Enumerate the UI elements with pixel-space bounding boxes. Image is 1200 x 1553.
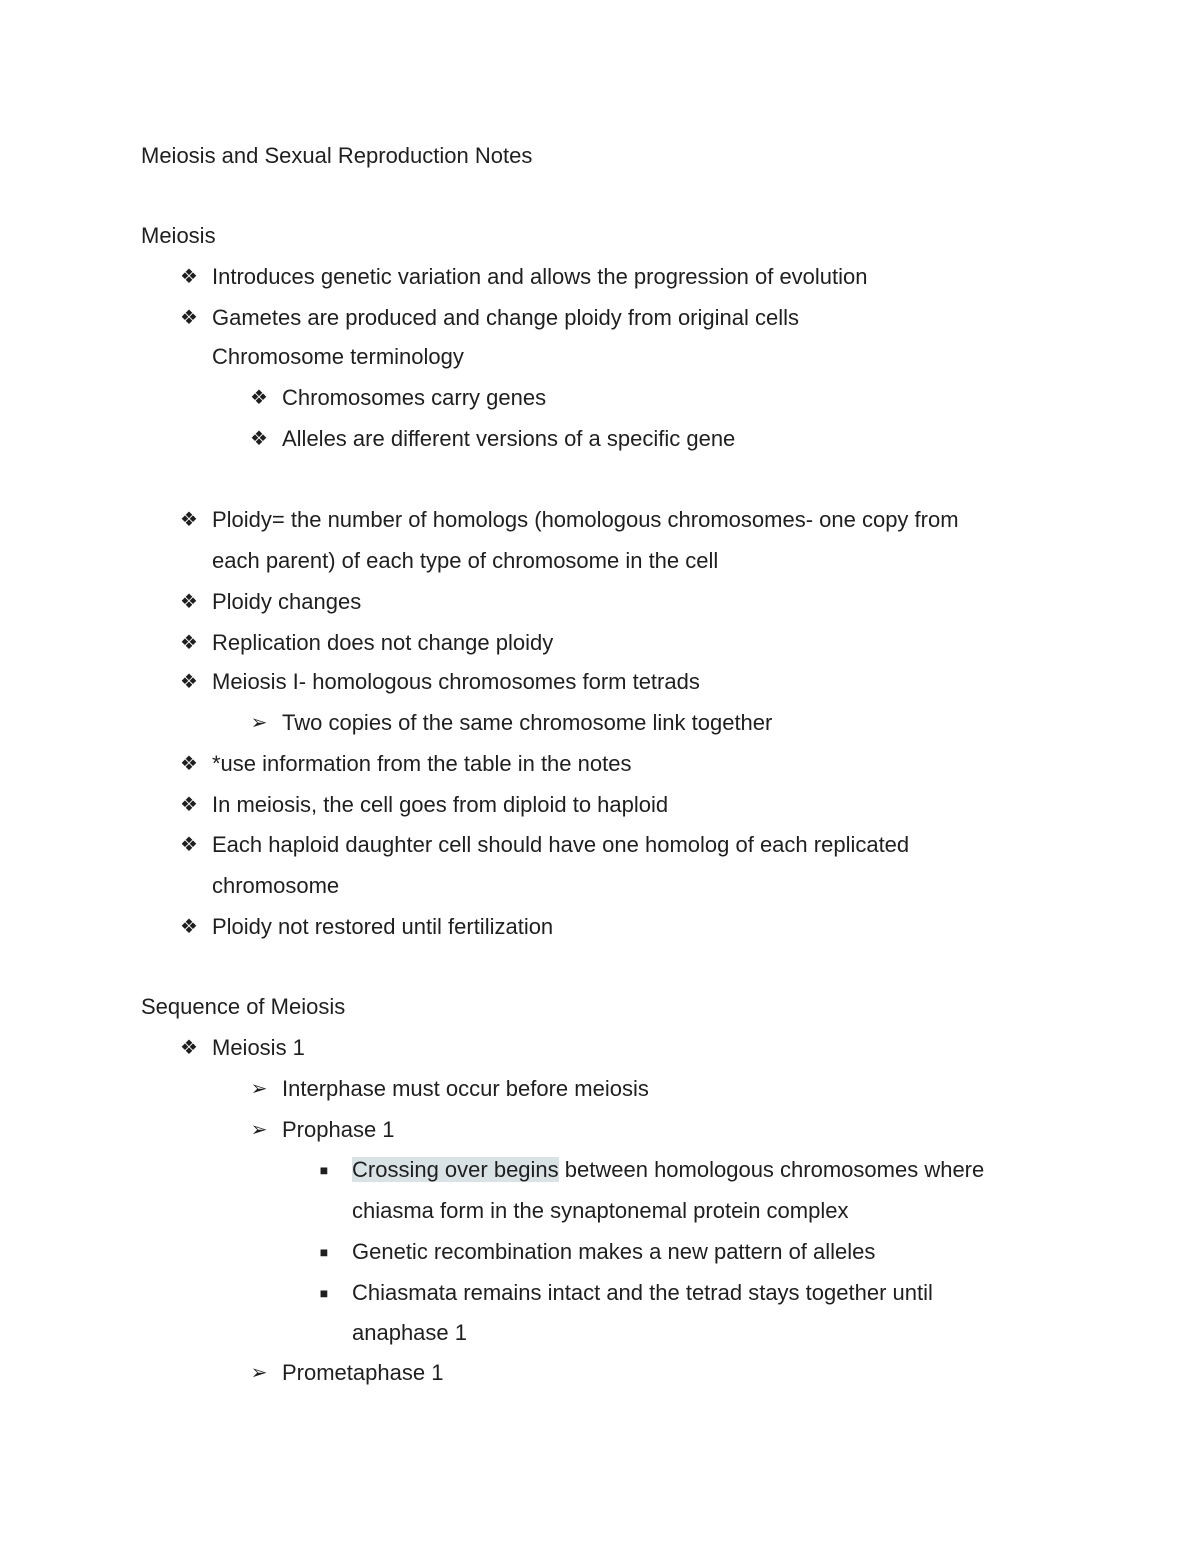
list-item: Interphase must occur before meiosis bbox=[282, 1076, 649, 1101]
list-item-continuation: each parent) of each type of chromosome in the cell bbox=[212, 548, 719, 573]
arrow-bullet-icon: ➢ bbox=[250, 1119, 268, 1141]
list-item: Alleles are different versions of a specific gene bbox=[282, 426, 736, 451]
diamond-bullet-icon: ❖ bbox=[180, 307, 198, 329]
diamond-bullet-icon: ❖ bbox=[180, 266, 198, 288]
list-item: In meiosis, the cell goes from diploid to haploid bbox=[212, 792, 669, 817]
diamond-bullet-icon: ❖ bbox=[250, 428, 268, 450]
list-item: *use information from the table in the notes bbox=[212, 751, 632, 776]
list-item: Meiosis I- homologous chromosomes form tetrads bbox=[212, 669, 700, 694]
highlighted-text: Crossing over begins bbox=[352, 1157, 559, 1182]
diamond-bullet-icon: ❖ bbox=[180, 591, 198, 613]
subheading-chromosome-terminology: Chromosome terminology bbox=[212, 344, 464, 369]
arrow-bullet-icon: ➢ bbox=[250, 1078, 268, 1100]
square-bullet-icon: ■ bbox=[319, 1162, 329, 1178]
list-item-text: between homologous chromosomes where bbox=[558, 1157, 985, 1182]
list-item: Ploidy= the number of homologs (homologous chromosomes- one copy from bbox=[212, 507, 959, 532]
list-item: Each haploid daughter cell should have one homolog of each replicated bbox=[212, 832, 910, 857]
arrow-bullet-icon: ➢ bbox=[250, 1362, 268, 1384]
square-bullet-icon: ■ bbox=[319, 1285, 329, 1301]
list-item: Gametes are produced and change ploidy from original cells bbox=[212, 305, 799, 330]
diamond-bullet-icon: ❖ bbox=[180, 1037, 198, 1059]
diamond-bullet-icon: ❖ bbox=[180, 834, 198, 856]
list-item: Prophase 1 bbox=[282, 1117, 395, 1142]
diamond-bullet-icon: ❖ bbox=[180, 916, 198, 938]
list-item: Prometaphase 1 bbox=[282, 1360, 444, 1385]
list-item-continuation: chromosome bbox=[212, 873, 340, 898]
list-item: Meiosis 1 bbox=[212, 1035, 305, 1060]
list-item-continuation: chiasma form in the synaptonemal protein complex bbox=[352, 1198, 849, 1223]
section-heading-meiosis: Meiosis bbox=[141, 223, 216, 248]
list-item: Ploidy not restored until fertilization bbox=[212, 914, 554, 939]
list-item: Chromosomes carry genes bbox=[282, 385, 547, 410]
diamond-bullet-icon: ❖ bbox=[180, 794, 198, 816]
document-title: Meiosis and Sexual Reproduction Notes bbox=[141, 143, 533, 168]
list-item: Genetic recombination makes a new pattern of alleles bbox=[352, 1239, 876, 1264]
list-item: Two copies of the same chromosome link together bbox=[282, 710, 773, 735]
diamond-bullet-icon: ❖ bbox=[180, 753, 198, 775]
diamond-bullet-icon: ❖ bbox=[180, 671, 198, 693]
list-item: Introduces genetic variation and allows the progression of evolution bbox=[212, 264, 868, 289]
list-item: Replication does not change ploidy bbox=[212, 630, 554, 655]
list-item: Chiasmata remains intact and the tetrad stays together until bbox=[352, 1280, 933, 1305]
arrow-bullet-icon: ➢ bbox=[250, 712, 268, 734]
square-bullet-icon: ■ bbox=[319, 1244, 329, 1260]
list-item: Ploidy changes bbox=[212, 589, 362, 614]
diamond-bullet-icon: ❖ bbox=[180, 509, 198, 531]
list-item bbox=[352, 1156, 984, 1184]
section-heading-sequence: Sequence of Meiosis bbox=[141, 994, 346, 1019]
diamond-bullet-icon: ❖ bbox=[250, 387, 268, 409]
list-item-continuation: anaphase 1 bbox=[352, 1320, 467, 1345]
diamond-bullet-icon: ❖ bbox=[180, 632, 198, 654]
